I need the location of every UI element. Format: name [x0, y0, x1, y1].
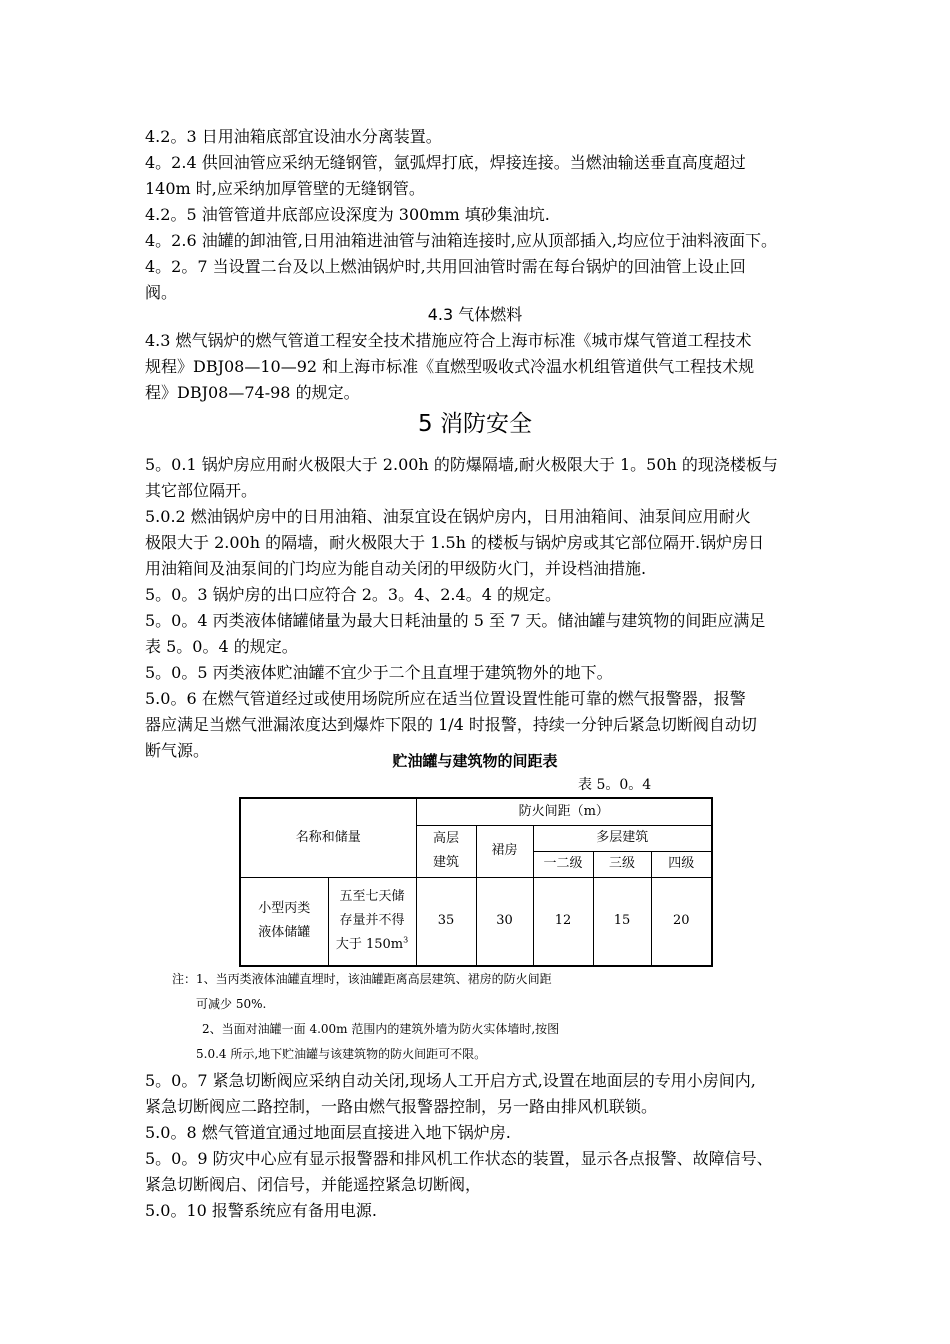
clause-5-0-9-cont: 紧急切断阀启、闭信号，并能遥控紧急切断阀， [145, 1175, 482, 1194]
clause-5-0-4-cont: 表 5。0。4 的规定。 [145, 637, 298, 656]
clause-4-2-5: 4.2。5 油管管道井底部应设深度为 300mm 填砂集油坑. [145, 205, 550, 224]
clause-4-3-cont2: 程》DBJ08—74-98 的规定。 [145, 383, 360, 402]
clause-4-2-6: 4。2.6 油罐的卸油管,日用油箱进油管与油箱连接时,应从顶部插入,均应位于油料液面下。 [145, 231, 777, 250]
clause-5-0-7: 5。0。7 紧急切断阀应采纳自动关闭,现场人工开启方式,设置在地面层的专用小房间内, [145, 1071, 756, 1090]
spacing-table [239, 797, 713, 967]
clause-5-0-6: 5.0。6 在燃气管道经过或使用场院所应在适当位置设置性能可靠的燃气报警器，报警 [145, 689, 746, 708]
value-podium: 30 [476, 877, 533, 966]
clause-5-0-2-cont1: 极限大于 2.00h 的隔墙，耐火极限大于 1.5h 的楼板与锅炉房或其它部位隔开.锅炉房日 [145, 533, 765, 552]
clause-5-0-2-cont2: 用油箱间及油泵间的门均应为能自动关闭的甲级防火门，并设档油措施. [145, 559, 647, 578]
clause-5-0-3: 5。0。3 锅炉房的出口应符合 2。3。4、2.4。4 的规定。 [145, 585, 561, 604]
header-podium: 裙房 [476, 825, 533, 877]
header-grade-1-2: 一二级 [533, 851, 593, 877]
clause-5-0-7-cont: 紧急切断阀应二路控制，一路由燃气报警器控制，另一路由排风机联锁。 [145, 1097, 658, 1116]
clause-5-0-6-cont1: 器应满足当燃气泄漏浓度达到爆炸下限的 1/4 时报警，持续一分钟后紧急切断阀自动切 [145, 715, 757, 734]
table-number: 表 5。0。4 [578, 777, 652, 793]
note-1: 注：1、当丙类液体油罐直埋时，该油罐距离高层建筑、裙房的防火间距 [172, 972, 552, 986]
header-fire-distance: 防火间距（m） [416, 798, 712, 825]
row-capacity: 五至七天储 存量并不得 大于 $150m^3$ [328, 877, 416, 966]
value-grade-3: 15 [593, 877, 651, 966]
clause-5-0-5: 5。0。5 丙类液体贮油罐不宜少于二个且直埋于建筑物外的地下。 [145, 663, 613, 682]
clause-5-0-9: 5。0。9 防灾中心应有显示报警器和排风机工作状态的装置，显示各点报警、故障信号、 [145, 1149, 773, 1168]
header-high-rise: 高层 建筑 [416, 825, 476, 877]
value-high-rise: 35 [416, 877, 476, 966]
clause-5-0-1: 5。0.1 锅炉房应用耐火极限大于 2.00h 的防爆隔墙,耐火极限大于 1。50h 的现浇楼板与 [145, 455, 778, 474]
clause-4-2-7: 4。2。7 当设置二台及以上燃油锅炉时,共用回油管时需在每台锅炉的回油管上设止回 [145, 257, 746, 276]
row-name: 小型丙类 液体储罐 [240, 877, 328, 966]
clause-5-0-4: 5。0。4 丙类液体储罐储量为最大日耗油量的 5 至 7 天。储油罐与建筑物的间距应满足 [145, 611, 766, 630]
header-grade-3: 三级 [593, 851, 651, 877]
table-title: 贮油罐与建筑物的间距表 [392, 752, 558, 770]
note-2: 2、当面对油罐一面 4.00m 范围内的建筑外墙为防火实体墙时,按图 [202, 1022, 560, 1036]
value-grade-1-2: 12 [533, 877, 593, 966]
clause-5-0-10: 5.0。10 报警系统应有备用电源. [145, 1201, 377, 1220]
clause-5-0-2: 5.0.2 燃油锅炉房中的日用油箱、油泵宜设在锅炉房内，日用油箱间、油泵间应用耐火 [145, 507, 751, 526]
clause-4-2-4: 4。2.4 供回油管应采纳无缝钢管，氩弧焊打底，焊接连接。当燃油输送垂直高度超过 [145, 153, 746, 172]
clause-5-0-6-cont2: 断气源。 [145, 741, 210, 760]
header-multi-storey: 多层建筑 [533, 825, 712, 851]
clause-4-2-4-cont: 140m 时,应采纳加厚管壁的无缝钢管。 [145, 179, 425, 198]
clause-4-2-7-cont: 阀。 [145, 283, 178, 302]
value-grade-4: 20 [651, 877, 712, 966]
section-heading-4-3: 4.3 气体燃料 [427, 305, 523, 324]
clause-5-0-8: 5.0。8 燃气管道宜通过地面层直接进入地下锅炉房. [145, 1123, 511, 1142]
clause-5-0-1-cont: 其它部位隔开。 [145, 481, 258, 500]
clause-4-2-3: 4.2。3 日用油箱底部宜设油水分离装置。 [145, 127, 442, 146]
header-grade-4: 四级 [651, 851, 712, 877]
clause-4-3-cont1: 规程》DBJ08—10—92 和上海市标准《直燃型吸收式冷温水机组管道供气工程技术规 [145, 357, 755, 376]
clause-4-3: 4.3 燃气锅炉的燃气管道工程安全技术措施应符合上海市标准《城市煤气管道工程技术 [145, 331, 752, 350]
header-name-and-capacity: 名称和储量 [240, 798, 416, 877]
note-1-cont: 可减少 50%. [196, 997, 267, 1011]
note-2-cont: 5.0.4 所示,地下贮油罐与该建筑物的防火间距可不限。 [196, 1047, 487, 1061]
chapter-heading-5: 5 消防安全 [418, 411, 532, 437]
